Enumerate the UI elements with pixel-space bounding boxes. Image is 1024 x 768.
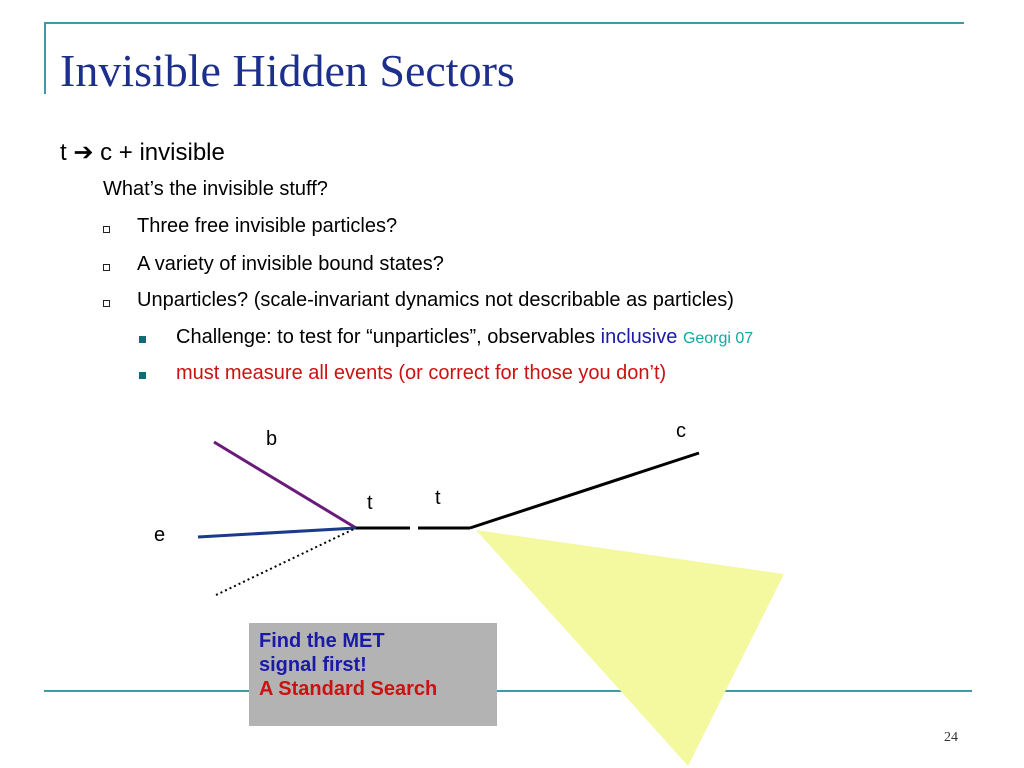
b-quark-line bbox=[214, 442, 356, 528]
note-line-3: A Standard Search bbox=[259, 678, 438, 700]
citation: Georgi 07 bbox=[682, 330, 754, 347]
question-line: What’s the invisible stuff? bbox=[103, 178, 328, 200]
inclusive-emphasis: inclusive bbox=[600, 326, 678, 348]
bullet-item: Three free invisible particles? bbox=[137, 215, 398, 237]
label-e: e bbox=[154, 524, 166, 546]
met-note-box bbox=[249, 623, 497, 726]
c-quark-line bbox=[470, 453, 699, 528]
page-number: 24 bbox=[944, 730, 958, 745]
label-b: b bbox=[266, 428, 278, 450]
slide-title: Invisible Hidden Sectors bbox=[60, 45, 515, 96]
label-t-left: t bbox=[367, 492, 373, 514]
bullet-item: Unparticles? (scale-invariant dynamics not describable as particles) bbox=[137, 289, 734, 311]
arrow-icon: ➔ bbox=[73, 139, 94, 166]
bullet-item: A variety of invisible bound states? bbox=[137, 253, 444, 275]
invisible-cone bbox=[476, 530, 784, 766]
note-line-2: signal first! bbox=[259, 654, 367, 676]
label-t-right: t bbox=[435, 487, 441, 509]
label-c: c bbox=[676, 420, 686, 442]
sub-bullet-measure: must measure all events (or correct for those you don’t) bbox=[176, 362, 667, 384]
decay-products: c + invisible bbox=[100, 139, 225, 166]
decay-parent: t bbox=[60, 139, 67, 166]
electron-line bbox=[198, 528, 356, 537]
invisible-dotted-line bbox=[216, 528, 356, 595]
note-line-1: Find the MET bbox=[259, 630, 385, 652]
challenge-text: Challenge: to test for “unparticles”, observables bbox=[176, 326, 601, 348]
